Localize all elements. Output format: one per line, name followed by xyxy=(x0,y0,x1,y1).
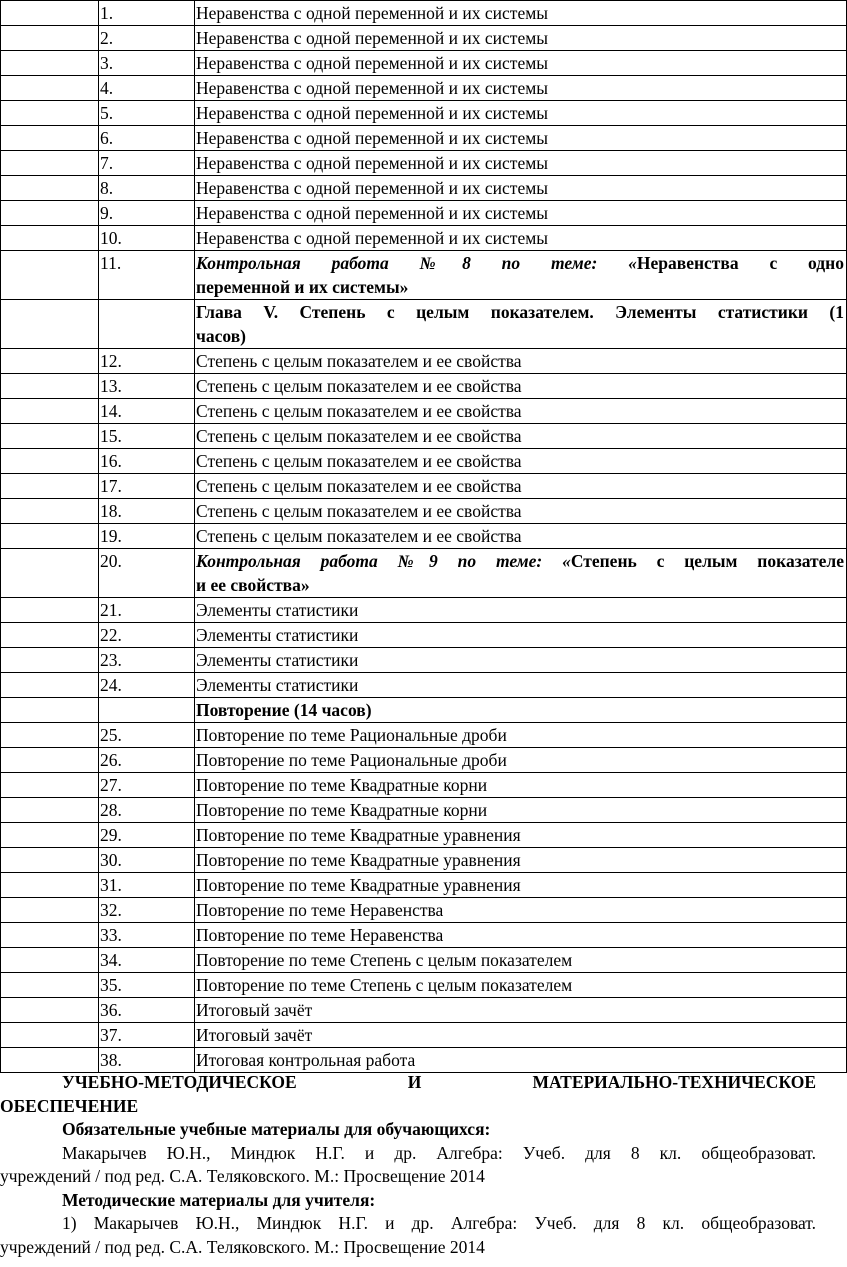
lesson-topic: Степень с целым показателем и ее свойства xyxy=(195,399,847,424)
table-row xyxy=(1,374,847,399)
lesson-plan-body xyxy=(1,1,847,1073)
lesson-number: 9. xyxy=(99,201,195,226)
lesson-number: 13. xyxy=(99,374,195,399)
table-row xyxy=(1,973,847,998)
lesson-number: 28. xyxy=(99,798,195,823)
lesson-number: 14. xyxy=(99,399,195,424)
materials-section xyxy=(0,1071,816,1259)
lesson-topic: Повторение по теме Квадратные корни xyxy=(195,773,847,798)
table-row xyxy=(1,300,847,349)
lesson-number: 12. xyxy=(99,349,195,374)
table-row xyxy=(1,226,847,251)
empty-cell xyxy=(1,201,99,226)
lesson-topic: Степень с целым показателем и ее свойства xyxy=(195,499,847,524)
table-row xyxy=(1,349,847,374)
lesson-number: 29. xyxy=(99,823,195,848)
empty-cell xyxy=(1,524,99,549)
lesson-number: 25. xyxy=(99,723,195,748)
lesson-topic: Неравенства с одной переменной и их системы xyxy=(195,101,847,126)
lesson-number: 31. xyxy=(99,873,195,898)
lesson-number: 6. xyxy=(99,126,195,151)
lesson-topic: Повторение по теме Рациональные дроби xyxy=(195,723,847,748)
lesson-number: 22. xyxy=(99,623,195,648)
table-row xyxy=(1,474,847,499)
lesson-topic: Степень с целым показателем и ее свойства xyxy=(195,349,847,374)
empty-cell xyxy=(1,998,99,1023)
test-label: Контрольная работа №9 по теме: « xyxy=(196,551,571,571)
table-row xyxy=(1,848,847,873)
lesson-topic: Итоговая контрольная работа xyxy=(195,1048,847,1073)
table-row xyxy=(1,673,847,698)
test-topic: Степень с целым показателе xyxy=(570,551,844,571)
lesson-number: 23. xyxy=(99,648,195,673)
table-row xyxy=(1,773,847,798)
empty-cell xyxy=(1,76,99,101)
empty-cell xyxy=(1,449,99,474)
table-row xyxy=(1,598,847,623)
lesson-topic: Неравенства с одной переменной и их системы xyxy=(195,1,847,26)
table-row xyxy=(1,26,847,51)
lesson-topic: Степень с целым показателем и ее свойства xyxy=(195,449,847,474)
student-materials-line1: Макарычев Ю.Н., Миндюк Н.Г. и др. Алгебра: Учеб. для 8 кл. общеобразоват. xyxy=(62,1142,816,1163)
table-row xyxy=(1,948,847,973)
empty-cell xyxy=(1,424,99,449)
empty-cell xyxy=(1,1023,99,1048)
empty-cell xyxy=(1,623,99,648)
empty-cell xyxy=(1,973,99,998)
lesson-topic: Неравенства с одной переменной и их системы xyxy=(195,126,847,151)
table-row xyxy=(1,176,847,201)
lesson-number: 19. xyxy=(99,524,195,549)
table-row xyxy=(1,51,847,76)
empty-cell xyxy=(1,898,99,923)
lesson-topic xyxy=(195,251,847,300)
lesson-number: 27. xyxy=(99,773,195,798)
lesson-topic: Повторение по теме Квадратные уравнения xyxy=(195,823,847,848)
lesson-topic xyxy=(195,300,847,349)
table-row xyxy=(1,399,847,424)
lesson-number xyxy=(99,698,195,723)
lesson-number: 18. xyxy=(99,499,195,524)
lesson-topic: Элементы статистики xyxy=(195,598,847,623)
table-row xyxy=(1,1,847,26)
empty-cell xyxy=(1,176,99,201)
table-row xyxy=(1,1048,847,1073)
empty-cell xyxy=(1,598,99,623)
table-row xyxy=(1,823,847,848)
lesson-topic: Неравенства с одной переменной и их системы xyxy=(195,76,847,101)
lesson-number: 34. xyxy=(99,948,195,973)
lesson-number: 21. xyxy=(99,598,195,623)
empty-cell xyxy=(1,101,99,126)
empty-cell xyxy=(1,923,99,948)
empty-cell xyxy=(1,1,99,26)
empty-cell xyxy=(1,251,99,300)
empty-cell xyxy=(1,948,99,973)
student-materials-title: Обязательные учебные материалы для обучающихся: xyxy=(62,1119,491,1139)
empty-cell xyxy=(1,773,99,798)
lesson-topic: Повторение по теме Квадратные корни xyxy=(195,798,847,823)
table-row xyxy=(1,623,847,648)
empty-cell xyxy=(1,349,99,374)
test-topic-continued: переменной и их системы» xyxy=(196,277,409,297)
empty-cell xyxy=(1,474,99,499)
table-row xyxy=(1,201,847,226)
lesson-topic: Элементы статистики xyxy=(195,623,847,648)
lesson-number: 32. xyxy=(99,898,195,923)
teacher-materials-line2: учреждений / под ред. С.А. Теляковского. М.: Просвещение 2014 xyxy=(0,1236,485,1257)
table-row xyxy=(1,151,847,176)
table-row xyxy=(1,449,847,474)
empty-cell xyxy=(1,151,99,176)
table-row xyxy=(1,898,847,923)
section-title: Повторение (14 часов) xyxy=(195,698,847,723)
lesson-number: 38. xyxy=(99,1048,195,1073)
lesson-topic: Итоговый зачёт xyxy=(195,998,847,1023)
lesson-number: 11. xyxy=(99,251,195,300)
chapter-title-continued: часов) xyxy=(196,326,246,346)
empty-cell xyxy=(1,848,99,873)
chapter-title: Глава V. Степень с целым показателем. Элементы статистики (1 xyxy=(196,302,844,322)
teacher-materials-line1: 1) Макарычев Ю.Н., Миндюк Н.Г. и др. Алгебра: Учеб. для 8 кл. общеобразоват. xyxy=(62,1213,816,1233)
empty-cell xyxy=(1,748,99,773)
table-row xyxy=(1,998,847,1023)
lesson-number: 30. xyxy=(99,848,195,873)
test-label: Контрольная работа №8 по теме: « xyxy=(196,253,637,273)
lesson-topic: Повторение по теме Степень с целым показателем xyxy=(195,948,847,973)
table-row xyxy=(1,698,847,723)
lesson-number: 1. xyxy=(99,1,195,26)
lesson-topic: Неравенства с одной переменной и их системы xyxy=(195,151,847,176)
empty-cell xyxy=(1,26,99,51)
empty-cell xyxy=(1,798,99,823)
lesson-number: 26. xyxy=(99,748,195,773)
empty-cell xyxy=(1,51,99,76)
lesson-number: 20. xyxy=(99,549,195,598)
table-row xyxy=(1,524,847,549)
lesson-number: 3. xyxy=(99,51,195,76)
lesson-topic: Неравенства с одной переменной и их системы xyxy=(195,201,847,226)
lesson-number: 15. xyxy=(99,424,195,449)
lesson-number: 37. xyxy=(99,1023,195,1048)
lesson-topic: Повторение по теме Неравенства xyxy=(195,923,847,948)
lesson-number xyxy=(99,300,195,349)
lesson-topic: Элементы статистики xyxy=(195,648,847,673)
table-row xyxy=(1,424,847,449)
empty-cell xyxy=(1,399,99,424)
empty-cell xyxy=(1,873,99,898)
lesson-number: 17. xyxy=(99,474,195,499)
lesson-topic: Степень с целым показателем и ее свойства xyxy=(195,474,847,499)
empty-cell xyxy=(1,1048,99,1073)
lesson-topic: Повторение по теме Квадратные уравнения xyxy=(195,873,847,898)
lesson-topic: Степень с целым показателем и ее свойства xyxy=(195,424,847,449)
table-row xyxy=(1,126,847,151)
lesson-topic: Неравенства с одной переменной и их системы xyxy=(195,51,847,76)
lesson-number: 36. xyxy=(99,998,195,1023)
student-materials-line2: учреждений / под ред. С.А. Теляковского. М.: Просвещение 2014 xyxy=(0,1166,485,1186)
empty-cell xyxy=(1,549,99,598)
lesson-number: 10. xyxy=(99,226,195,251)
empty-cell xyxy=(1,226,99,251)
empty-cell xyxy=(1,723,99,748)
lesson-topic: Повторение по теме Квадратные уравнения xyxy=(195,848,847,873)
table-row xyxy=(1,648,847,673)
lesson-topic: Неравенства с одной переменной и их системы xyxy=(195,226,847,251)
empty-cell xyxy=(1,499,99,524)
lesson-number: 24. xyxy=(99,673,195,698)
lesson-topic: Итоговый зачёт xyxy=(195,1023,847,1048)
table-row xyxy=(1,723,847,748)
lesson-number: 7. xyxy=(99,151,195,176)
teacher-materials-title: Методические материалы для учителя: xyxy=(62,1189,376,1210)
table-row xyxy=(1,748,847,773)
lesson-topic: Повторение по теме Неравенства xyxy=(195,898,847,923)
lesson-topic: Степень с целым показателем и ее свойства xyxy=(195,524,847,549)
lesson-number: 8. xyxy=(99,176,195,201)
lesson-number: 16. xyxy=(99,449,195,474)
empty-cell xyxy=(1,698,99,723)
materials-heading-line2: ОБЕСПЕЧЕНИЕ xyxy=(0,1095,139,1116)
table-row xyxy=(1,499,847,524)
table-row xyxy=(1,251,847,300)
lesson-number: 5. xyxy=(99,101,195,126)
table-row xyxy=(1,798,847,823)
table-row xyxy=(1,873,847,898)
lesson-number: 33. xyxy=(99,923,195,948)
table-row xyxy=(1,923,847,948)
lesson-number: 2. xyxy=(99,26,195,51)
test-topic: Неравенства с одно xyxy=(636,253,844,273)
empty-cell xyxy=(1,126,99,151)
materials-heading-line1: УЧЕБНО-МЕТОДИЧЕСКОЕ И МАТЕРИАЛЬНО-ТЕХНИЧЕСКОЕ xyxy=(62,1072,816,1092)
test-topic-continued: и ее свойства» xyxy=(196,575,310,595)
empty-cell xyxy=(1,648,99,673)
lesson-topic xyxy=(195,549,847,598)
table-row xyxy=(1,549,847,598)
lesson-number: 4. xyxy=(99,76,195,101)
lesson-topic: Степень с целым показателем и ее свойства xyxy=(195,374,847,399)
empty-cell xyxy=(1,673,99,698)
table-row xyxy=(1,101,847,126)
lesson-topic: Повторение по теме Степень с целым показателем xyxy=(195,973,847,998)
table-row xyxy=(1,1023,847,1048)
lesson-topic: Повторение по теме Рациональные дроби xyxy=(195,748,847,773)
empty-cell xyxy=(1,374,99,399)
lesson-topic: Неравенства с одной переменной и их системы xyxy=(195,26,847,51)
lesson-number: 35. xyxy=(99,973,195,998)
table-row xyxy=(1,76,847,101)
empty-cell xyxy=(1,823,99,848)
lesson-topic: Элементы статистики xyxy=(195,673,847,698)
lesson-topic: Неравенства с одной переменной и их системы xyxy=(195,176,847,201)
empty-cell xyxy=(1,300,99,349)
